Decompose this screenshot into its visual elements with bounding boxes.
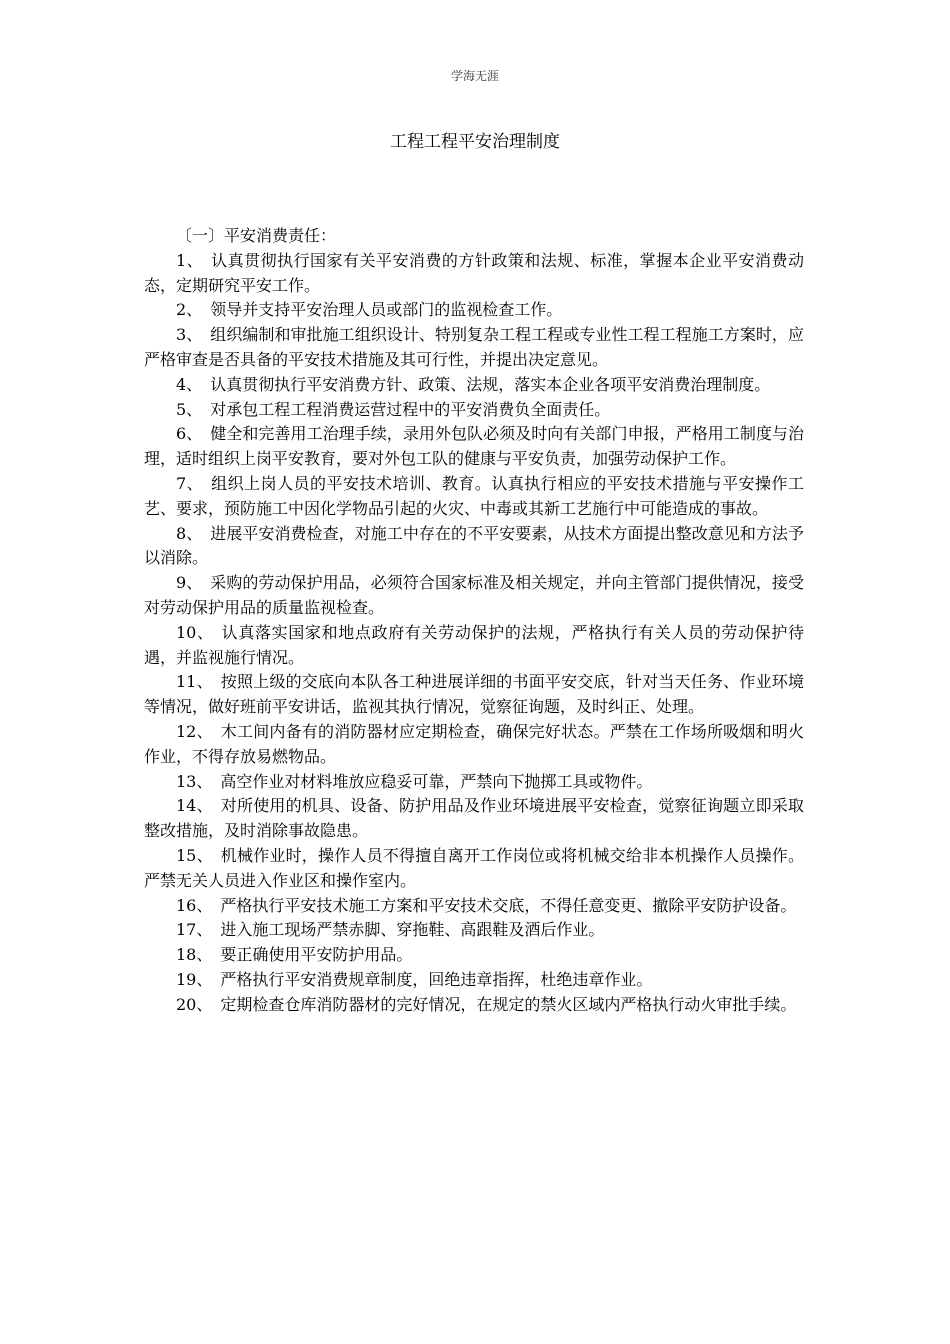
list-item [144,794,804,844]
list-item [144,298,804,323]
item-number: 3、 [176,325,203,345]
item-number: 13、 [176,771,213,791]
item-text: 严格执行平安技术施工方案和平安技术交底，不得任意变更、撤除平安防护设备。 [220,895,797,915]
item-number: 4、 [176,374,203,394]
list-item [144,373,804,398]
item-text: 对承包工程工程消费运营过程中的平安消费负全面责任。 [210,399,611,419]
item-text: 认真贯彻执行国家有关平安消费的方针政策和法规、标准，掌握本企业平安消费动态，定期研究平安工作。 [144,250,804,295]
item-number: 12、 [176,721,213,741]
item-list [144,249,804,1018]
item-text: 对所使用的机具、设备、防护用品及作业环境进展平安检查，觉察征询题立即采取整改措施，及时消除事故隐患。 [144,796,804,841]
list-item [144,770,804,795]
item-number: 7、 [176,473,204,493]
list-item [144,844,804,894]
item-text: 采购的劳动保护用品，必须符合国家标准及相关规定，并向主管部门提供情况，接受对劳动保护用品的质量监视检查。 [144,573,804,617]
item-number: 6、 [176,424,203,444]
item-number: 19、 [176,969,213,989]
item-text: 组织上岗人员的平安技术培训、教育。认真执行相应的平安技术措施与平安操作工艺、要求，预防施工中因化学物品引起的火灾、中毒或其新工艺施行中可能造成的事故。 [144,473,804,518]
item-number: 11、 [176,672,213,692]
item-text: 进展平安消费检查，对施工中存在的不平安要素，从技术方面提出整改意见和方法予以消除。 [144,523,804,568]
item-number: 2、 [176,300,203,320]
list-item [144,522,804,572]
item-text: 认真贯彻执行平安消费方针、政策、法规，落实本企业各项平安消费治理制度。 [210,374,771,394]
item-number: 1、 [176,250,204,270]
item-number: 16、 [176,895,213,915]
document-body [144,224,804,1018]
list-item [144,621,804,671]
item-text: 机械作业时，操作人员不得擅自离开工作岗位或将机械交给非本机操作人员操作。严禁无关人员进入作业区和操作室内。 [144,845,804,890]
section-heading: 〔一〕平安消费责任： [176,226,337,245]
item-text: 领导并支持平安治理人员或部门的监视检查工作。 [210,300,563,320]
list-item [144,249,804,299]
item-number: 10、 [176,622,214,642]
item-number: 17、 [176,920,213,940]
list-item [144,571,804,621]
item-number: 15、 [176,845,213,865]
item-text: 进入施工现场严禁赤脚、穿拖鞋、高跟鞋及酒后作业。 [220,920,605,940]
item-number: 5、 [176,399,203,419]
item-number: 18、 [176,945,213,965]
item-number: 14、 [176,796,213,816]
list-item [144,670,804,720]
item-text: 定期检查仓库消防器材的完好情况，在规定的禁火区域内严格执行动火审批手续。 [220,994,797,1014]
list-item [144,472,804,522]
list-item [144,398,804,423]
item-text: 按照上级的交底向本队各工种进展详细的书面平安交底，针对当天任务、作业环境等情况，做好班前平安讲话，监视其执行情况，觉察征询题，及时纠正、处理。 [144,672,804,717]
item-number: 8、 [176,523,203,543]
document-title: 工程工程平安治理制度 [390,132,560,152]
page-header: 学海无涯 [450,69,499,83]
list-item [144,943,804,968]
item-number: 20、 [176,994,213,1014]
list-item [144,720,804,770]
list-item [144,323,804,373]
item-text: 木工间内备有的消防器材应定期检查，确保完好状态。严禁在工作场所吸烟和明火作业，不得存放易燃物品。 [144,721,804,766]
item-text: 认真落实国家和地点政府有关劳动保护的法规，严格执行有关人员的劳动保护待遇，并监视施行情况。 [144,622,804,667]
list-item [144,968,804,993]
list-item [144,894,804,919]
item-text: 严格执行平安消费规章制度，回绝违章指挥，杜绝违章作业。 [220,969,653,989]
item-number: 9、 [176,573,203,593]
item-text: 组织编制和审批施工组织设计、特别复杂工程工程或专业性工程工程施工方案时，应严格审查是否具备的平安技术措施及其可行性，并提出决定意见。 [144,325,804,369]
list-item [144,422,804,472]
list-item [144,993,804,1018]
item-text: 高空作业对材料堆放应稳妥可靠，严禁向下抛掷工具或物件。 [220,771,653,791]
item-text: 健全和完善用工治理手续，录用外包队必须及时向有关部门申报，严格用工制度与治理，适时组织上岗平安教育，要对外包工队的健康与平安负责，加强劳动保护工作。 [144,424,804,469]
item-text: 要正确使用平安防护用品。 [220,945,413,965]
list-item [144,918,804,943]
